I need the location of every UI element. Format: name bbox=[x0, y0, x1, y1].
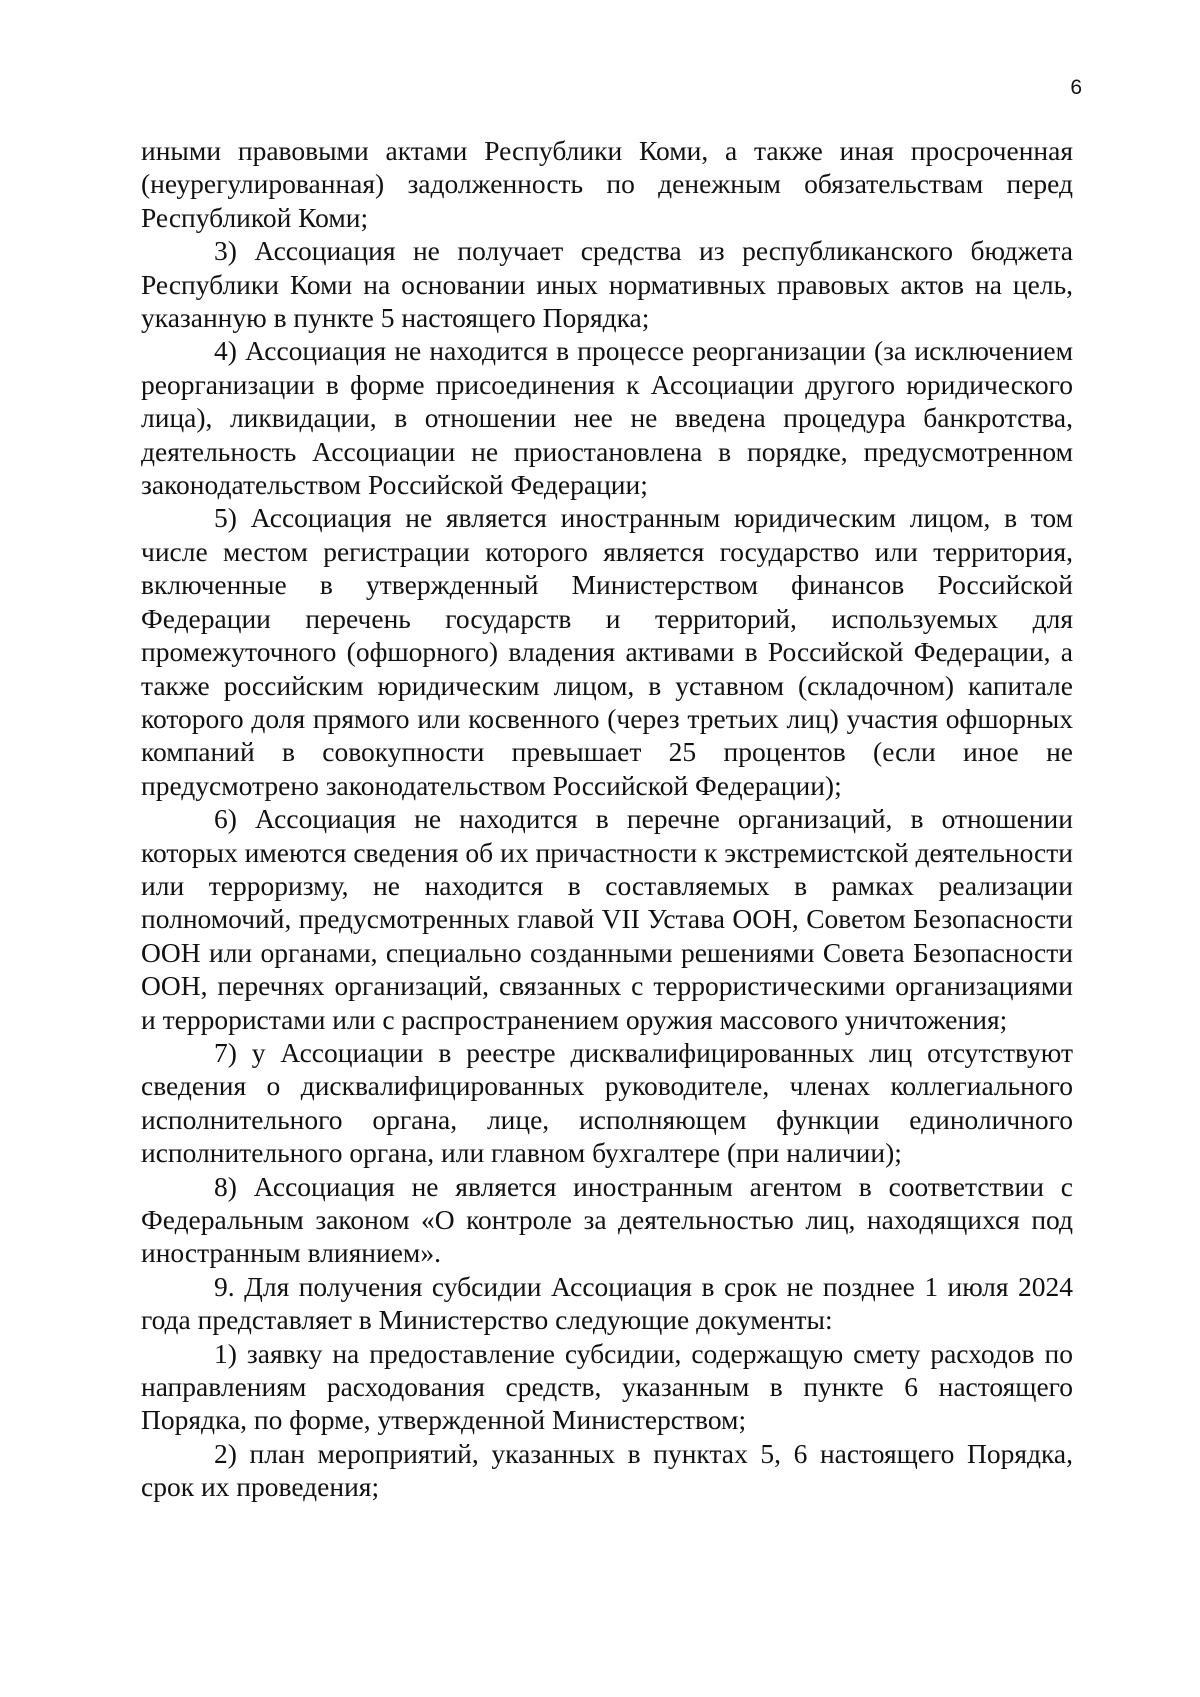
paragraph-section-9: 9. Для получения субсидии Ассоциация в срок не позднее 1 июля 2024 года представляет в Министерство следующие документы: bbox=[141, 1270, 1073, 1336]
document-body bbox=[141, 134, 1073, 1504]
paragraph-item-3: 3) Ассоциация не получает средства из республиканского бюджета Республики Коми на основании иных нормативных правовых актов на цель, указанную в пункте 5 настоящего Порядка; bbox=[141, 235, 1073, 334]
page-number: 6 bbox=[1070, 76, 1082, 99]
paragraph-item-4: 4) Ассоциация не находится в процессе реорганизации (за исключением реорганизации в форме присоединения к Ассоциации другого юридического лица), ликвидации, в отношении нее не введена процедура банкротства, деятельность Ассоциации не приостановлена в порядке, предусмотренном законодательством Российской Федерации; bbox=[141, 335, 1073, 501]
paragraph-item-5: 5) Ассоциация не является иностранным юридическим лицом, в том числе местом регистрации которого является государство или территория, включенные в утвержденный Министерством финансов Российской Федерации перечень государств и территорий, используемых для промежуточного (офшорного) владения активами в Российской Федерации, а также российским юридическим лицом, в уставном (складочном) капитале которого доля прямого или косвенного (через третьих лиц) участия офшорных компаний в совокупности превышает 25 процентов (если иное не предусмотрено законодательством Российской Федерации); bbox=[141, 502, 1073, 801]
paragraph-item-7: 7) у Ассоциации в реестре дисквалифицированных лиц отсутствуют сведения о дисквалифицированных руководителе, членах коллегиального исполнительного органа, лице, исполняющем функции единоличного исполнительного органа, или главном бухгалтере (при наличии); bbox=[141, 1036, 1073, 1169]
paragraph-continuation: иными правовыми актами Республики Коми, а также иная просроченная (неурегулированная) задолженность по денежным обязательствам перед Республикой Коми; bbox=[141, 135, 1073, 233]
paragraph-subitem-2: 2) план мероприятий, указанных в пунктах 5, 6 настоящего Порядка, срок их проведения; bbox=[141, 1437, 1073, 1503]
paragraph-subitem-1: 1) заявку на предоставление субсидии, содержащую смету расходов по направлениям расходования средств, указанным в пункте 6 настоящего Порядка, по форме, утвержденной Министерством; bbox=[141, 1337, 1073, 1436]
paragraph-item-8: 8) Ассоциация не является иностранным агентом в соответствии с Федеральным законом «О контроле за деятельностью лиц, находящихся под иностранным влиянием». bbox=[141, 1170, 1073, 1269]
paragraph-item-6: 6) Ассоциация не находится в перечне организаций, в отношении которых имеются сведения об их причастности к экстремистской деятельности или терроризму, не находится в составляемых в рамках реализации полномочий, предусмотренных главой VII Устава ООН, Советом Безопасности ООН или органами, специально созданными решениями Совета Безопасности ООН, перечнях организаций, связанных с террористическими организациями и террористами или с распространением оружия массового уничтожения; bbox=[141, 803, 1073, 1035]
